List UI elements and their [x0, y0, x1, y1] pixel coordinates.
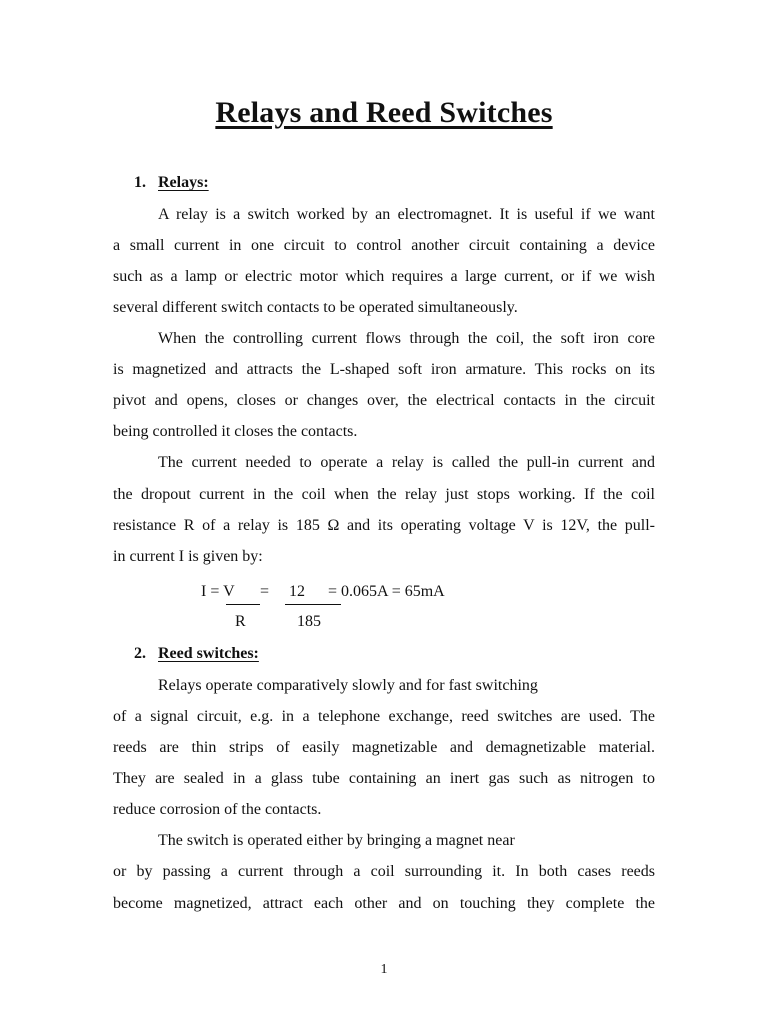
- section-heading-relays: [134, 174, 209, 192]
- section-number: 1.: [134, 174, 146, 191]
- section-number: 2.: [134, 645, 146, 662]
- section-heading-reed-switches: [134, 645, 259, 663]
- paragraph-line: of a signal circuit, e.g. in a telephone exchange, reed switches are used. The: [113, 708, 655, 725]
- formula-lhs: I = V: [201, 583, 235, 600]
- paragraph-line: The switch is operated either by bringing a magnet near: [158, 832, 515, 849]
- paragraph-line: A relay is a switch worked by an electromagnet. It is useful if we want: [158, 206, 655, 223]
- paragraph-line: such as a lamp or electric motor which requires a large current, or if we wish: [113, 268, 655, 285]
- paragraph-line: become magnetized, attract each other and on touching they complete the: [113, 895, 655, 912]
- fraction-bar: [226, 604, 260, 605]
- formula-equals: =: [260, 583, 270, 600]
- paragraph-line: several different switch contacts to be operated simultaneously.: [113, 299, 518, 316]
- paragraph-line: Relays operate comparatively slowly and for fast switching: [158, 677, 538, 694]
- paragraph-line: resistance R of a relay is 185 Ω and its operating voltage V is 12V, the pull-: [113, 517, 655, 534]
- paragraph-line: or by passing a current through a coil surrounding it. In both cases reeds: [113, 863, 655, 880]
- paragraph-line: reduce corrosion of the contacts.: [113, 801, 322, 818]
- paragraph-line: The current needed to operate a relay is called the pull-in current and: [158, 454, 655, 471]
- page-number: 1: [380, 962, 388, 977]
- formula-denominator: 185: [297, 613, 321, 630]
- paragraph-line: reeds are thin strips of easily magnetizable and demagnetizable material.: [113, 739, 655, 756]
- formula-result: = 0.065A = 65mA: [328, 583, 445, 600]
- paragraph-line: in current I is given by:: [113, 548, 263, 565]
- section-label: Reed switches:: [158, 645, 259, 662]
- formula-numerator: 12: [289, 583, 305, 600]
- document-title: Relays and Reed Switches: [215, 96, 553, 129]
- paragraph-line: pivot and opens, closes or changes over, the electrical contacts in the circuit: [113, 392, 655, 409]
- paragraph-line: the dropout current in the coil when the relay just stops working. If the coil: [113, 486, 655, 503]
- paragraph-line: a small current in one circuit to control another circuit containing a device: [113, 237, 655, 254]
- paragraph-line: being controlled it closes the contacts.: [113, 423, 358, 440]
- paragraph-line: is magnetized and attracts the L-shaped soft iron armature. This rocks on its: [113, 361, 655, 378]
- formula-denominator: R: [235, 613, 246, 630]
- paragraph-line: When the controlling current flows through the coil, the soft iron core: [158, 330, 655, 347]
- fraction-bar: [285, 604, 341, 605]
- section-label: Relays:: [158, 174, 209, 191]
- paragraph-line: They are sealed in a glass tube containing an inert gas such as nitrogen to: [113, 770, 655, 787]
